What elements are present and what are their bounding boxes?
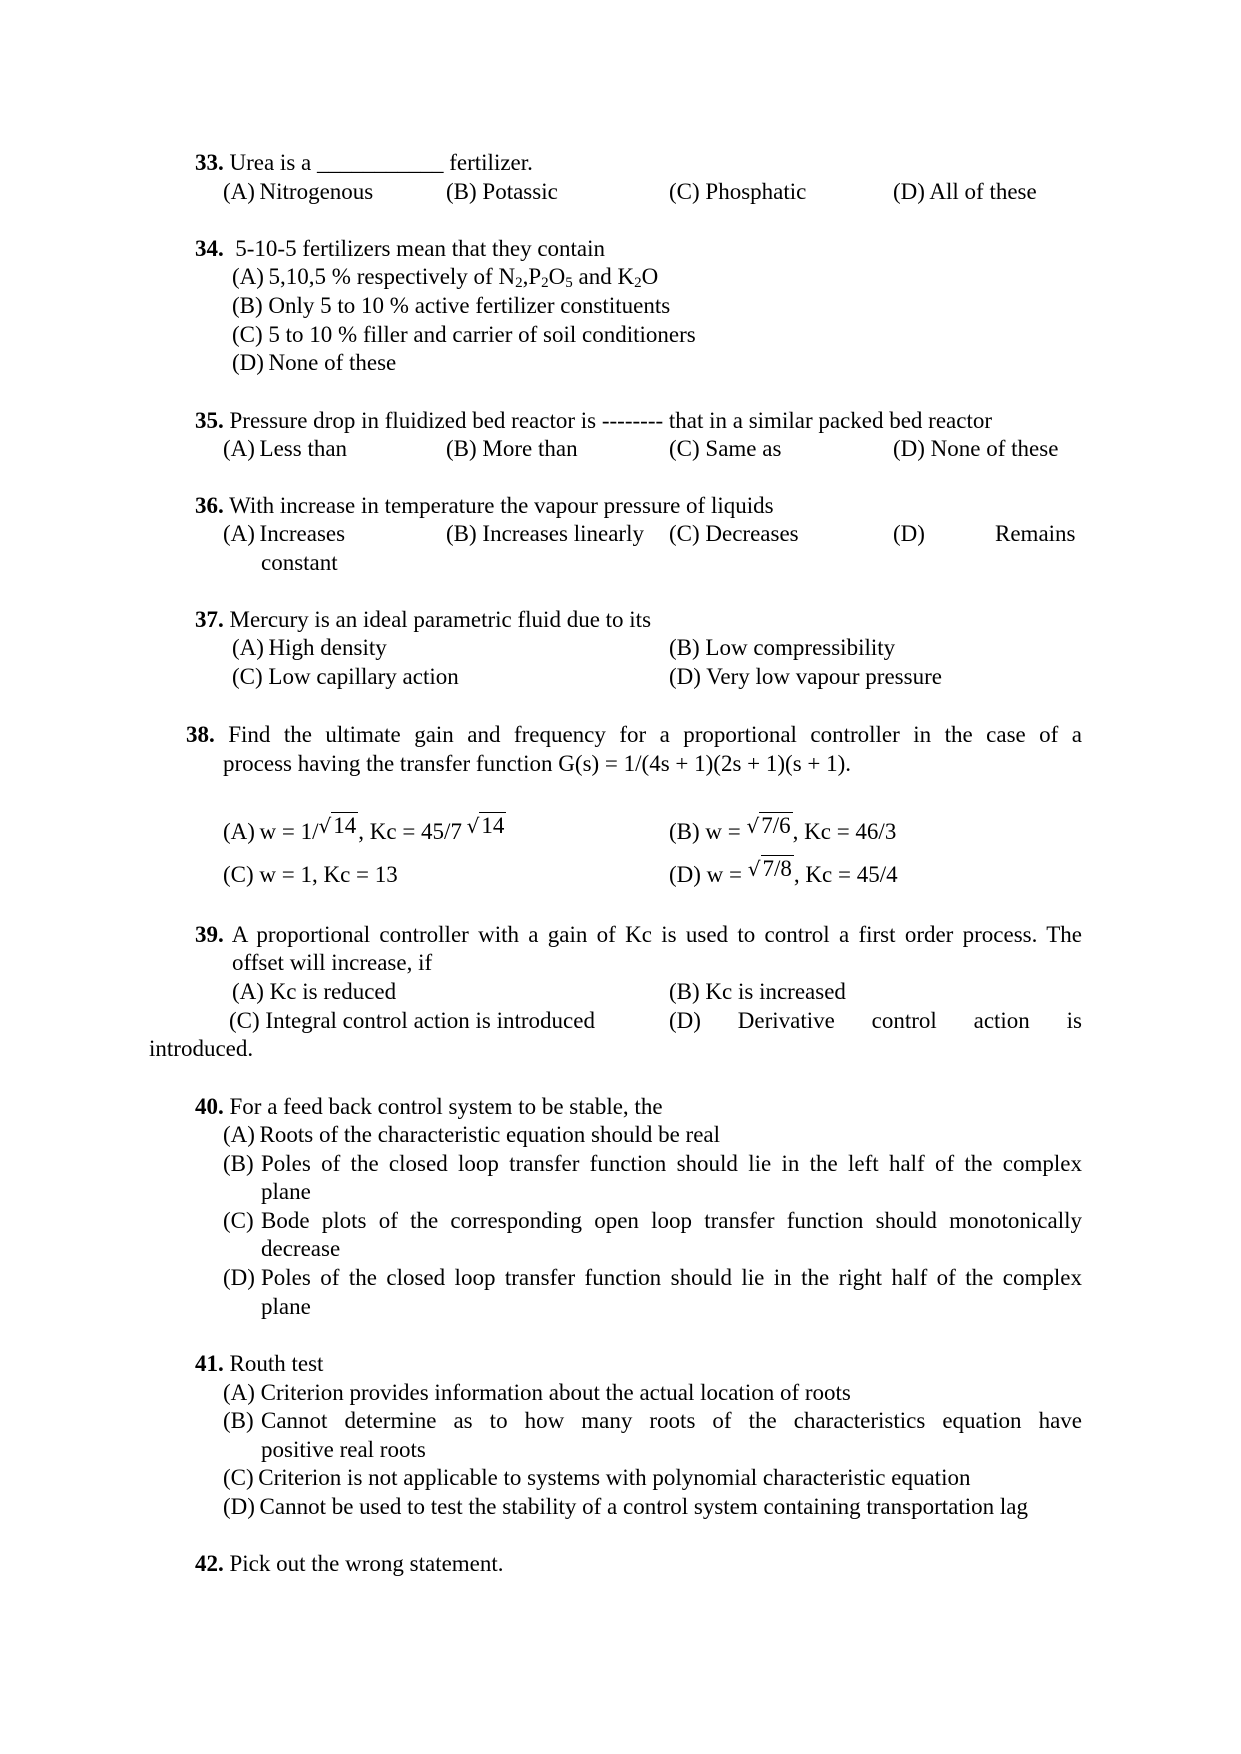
option-word: action	[973, 1008, 1030, 1033]
option-text: (D) w =	[669, 862, 748, 887]
question-41-stem	[195, 1349, 323, 1378]
question-37-stem	[195, 605, 651, 634]
question-number: 35.	[195, 408, 224, 433]
option-d: Poles of the closed loop transfer function should lie in the right half of the complex	[261, 1265, 1082, 1290]
option-a	[232, 262, 658, 291]
option-c: (C) Decreases	[669, 521, 799, 546]
option-b-continuation: positive real roots	[261, 1437, 426, 1462]
subscript: 2	[515, 275, 523, 291]
option-word: (D)	[669, 1008, 701, 1033]
option-c: (C) Low capillary action	[232, 664, 459, 689]
option-b: (B) Only 5 to 10 % active fertilizer constituents	[232, 293, 671, 318]
option-d-continuation: introduced.	[149, 1036, 254, 1061]
stem-text: Pressure drop in fluidized bed reactor is -------- that in a similar packed bed reactor	[229, 408, 993, 433]
option-text: , Kc = 45/7	[358, 819, 462, 844]
option-b: (B) Kc is increased	[669, 979, 846, 1004]
stem-text: A proportional controller with a gain of Kc is used to control a first order process. The	[231, 922, 1082, 947]
option-b-label: (B)	[223, 1151, 254, 1176]
square-root	[747, 811, 793, 841]
question-33-stem	[195, 148, 533, 177]
option-c: (C) Criterion is not applicable to systems with polynomial characteristic equation	[223, 1465, 971, 1490]
option-a: (A) Nitrogenous	[223, 179, 374, 204]
option-text: and K	[572, 264, 635, 289]
question-number: 33.	[195, 150, 224, 175]
radicand: 14	[481, 813, 505, 838]
option-c-label: (C)	[223, 1208, 254, 1233]
stem-text: Routh test	[229, 1351, 324, 1376]
option-d: (D) None of these	[893, 436, 1059, 461]
option-b-continuation: plane	[261, 1179, 311, 1204]
option-c: (C) 5 to 10 % filler and carrier of soil conditioners	[232, 322, 696, 347]
option-c: (C) Phosphatic	[669, 179, 807, 204]
question-40-stem	[195, 1092, 663, 1121]
question-39-stem-cont: offset will increase, if	[232, 950, 433, 975]
option-c: Bode plots of the corresponding open loop transfer function should monotonically	[261, 1208, 1082, 1233]
option-text: , Kc = 46/3	[792, 819, 897, 844]
subscript: 2	[634, 275, 642, 291]
option-word: is	[1066, 1008, 1082, 1033]
question-42-stem	[195, 1549, 504, 1578]
stem-text: fertilizer.	[449, 150, 533, 175]
stem-text: With increase in temperature the vapour pressure of liquids	[229, 493, 774, 518]
square-root	[467, 811, 507, 841]
answer-blank: ___________	[317, 150, 444, 175]
option-b: Cannot determine as to how many roots of the characteristics equation have	[261, 1408, 1082, 1433]
question-number: 41.	[195, 1351, 224, 1376]
option-b: (B) Low compressibility	[669, 635, 896, 660]
option-d-continuation: constant	[261, 550, 338, 575]
option-c-continuation: decrease	[261, 1236, 341, 1261]
stem-text: Mercury is an ideal parametric fluid due to its	[229, 607, 652, 632]
stem-text: Pick out the wrong statement.	[229, 1551, 504, 1576]
subscript: 5	[565, 275, 573, 291]
option-a: (A) Criterion provides information about the actual location of roots	[223, 1380, 851, 1405]
question-38-stem	[186, 720, 1082, 749]
option-text: O	[548, 264, 566, 289]
option-a: (A) Less than	[223, 436, 348, 461]
stem-text: 5-10-5 fertilizers mean that they contain	[235, 236, 606, 261]
option-b: (B) Increases linearly	[446, 521, 644, 546]
stem-text: Find the ultimate gain and frequency for a proportional controller in the case of a	[228, 722, 1082, 747]
question-39-stem	[195, 920, 1082, 949]
question-35-stem	[195, 406, 992, 435]
option-a: (A) Increases	[223, 521, 346, 546]
option-b: Poles of the closed loop transfer function should lie in the left half of the complex	[261, 1151, 1082, 1176]
radical-icon: √	[747, 857, 761, 881]
option-d-continuation: plane	[261, 1294, 311, 1319]
option-d: (D) All of these	[893, 179, 1037, 204]
question-number: 42.	[195, 1551, 224, 1576]
square-root	[319, 811, 359, 841]
stem-text: For a feed back control system to be stable, the	[229, 1094, 663, 1119]
question-number: 39.	[195, 922, 224, 947]
option-word: control	[871, 1008, 937, 1033]
radicand: 7/8	[762, 856, 792, 881]
option-text: O	[641, 264, 659, 289]
option-d-text: Remains	[995, 521, 1076, 546]
option-d: (D) Cannot be used to test the stability of a control system containing transportation lag	[223, 1494, 1028, 1519]
option-a: (A) Kc is reduced	[232, 979, 397, 1004]
question-number: 37.	[195, 607, 224, 632]
question-number: 36.	[195, 493, 224, 518]
option-b-label: (B)	[223, 1408, 254, 1433]
radical-icon: √	[466, 814, 480, 838]
option-a: (A) Roots of the characteristic equation should be real	[223, 1122, 721, 1147]
option-b: (B) Potassic	[446, 179, 558, 204]
option-c: (C) Same as	[669, 436, 782, 461]
option-c: (C) w = 1, Kc = 13	[223, 862, 398, 887]
stem-text: Urea is a	[229, 150, 312, 175]
option-d-label: (D)	[223, 1265, 255, 1290]
option-d-label: (D)	[893, 521, 925, 546]
option-d	[669, 1006, 1082, 1035]
option-b: (B) More than	[446, 436, 578, 461]
option-a	[223, 813, 506, 847]
radicand: 14	[333, 813, 357, 838]
option-text: ,P	[522, 264, 542, 289]
option-c: (C) Integral control action is introduced	[229, 1008, 595, 1033]
option-text: (A) 5,10,5 % respectively of N	[232, 264, 516, 289]
option-d	[669, 856, 898, 890]
radical-icon: √	[318, 814, 332, 838]
radical-icon: √	[746, 814, 760, 838]
radicand: 7/6	[761, 813, 791, 838]
option-a: (A) High density	[232, 635, 387, 660]
question-number: 38.	[186, 722, 215, 747]
option-text: , Kc = 45/4	[793, 862, 898, 887]
question-number: 40.	[195, 1094, 224, 1119]
question-number: 34.	[195, 236, 224, 261]
option-b	[669, 813, 897, 847]
option-text: (B) w =	[669, 819, 747, 844]
subscript: 2	[541, 275, 549, 291]
question-34-stem	[195, 234, 605, 263]
question-36-stem	[195, 491, 774, 520]
option-word: Derivative	[737, 1008, 835, 1033]
square-root	[748, 854, 794, 884]
option-text: (A) w = 1/	[223, 819, 319, 844]
question-38-stem-cont: process having the transfer function G(s) = 1/(4s + 1)(2s + 1)(s + 1).	[223, 751, 852, 776]
option-d: (D) Very low vapour pressure	[669, 664, 942, 689]
option-d: (D) None of these	[232, 350, 397, 375]
